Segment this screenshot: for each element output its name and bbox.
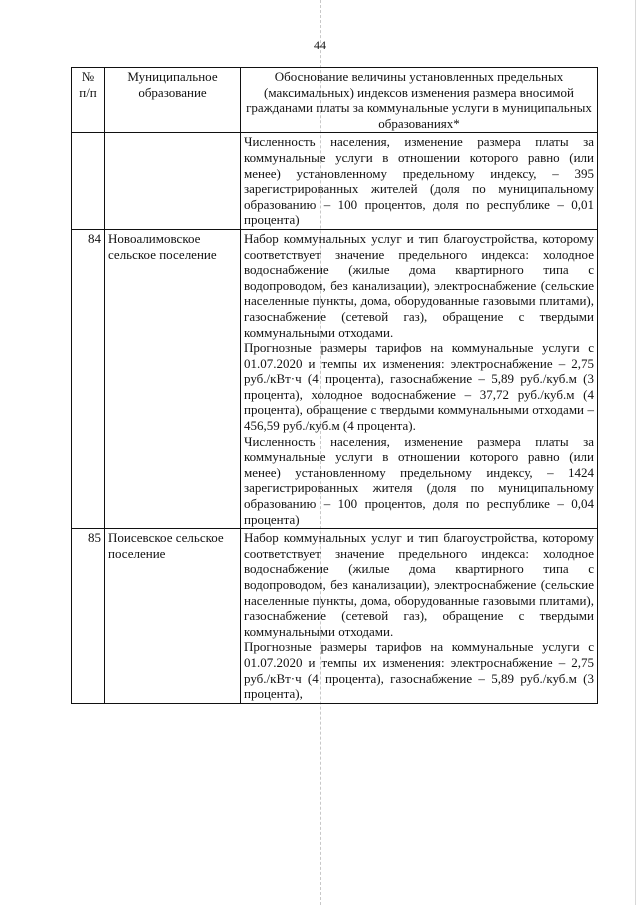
header-justification: Обоснование величины установленных предельных (максимальных) индексов изменения размера вносимой гражданами платы за коммунальные услуги в муниципальных образованиях* xyxy=(241,68,598,133)
justification-paragraph: Набор коммунальных услуг и тип благоустройства, которому соответствует значение предельного индекса: холодное водоснабжение (жилые дома квартирного типа с водопроводом, без канализации), электроснабжение (сельские населенные пункты, дома, оборудованные газовыми плитами), газоснабжение (сетевой газ), обращение с твердыми коммунальными отходами. xyxy=(244,530,594,639)
justification-paragraph: Прогнозные размеры тарифов на коммунальные услуги с 01.07.2020 и темпы их изменения: электроснабжение – 2,75 руб./кВт·ч (4 процента), газоснабжение – 5,89 руб./куб.м (3 процента), xyxy=(244,639,594,702)
row-number xyxy=(72,133,105,230)
justification-paragraph: Численность населения, изменение размера платы за коммунальные услуги в отношении которого равно (или менее) установленному предельному индексу, – 1424 зарегистрированных жителя (доля по муниципальному образованию – 100 процентов, доля по республике – 0,04 процента) xyxy=(244,433,594,527)
scan-edge-line xyxy=(635,0,636,905)
table-row xyxy=(72,529,598,704)
justification-paragraph: Численность населения, изменение размера платы за коммунальные услуги в отношении которого равно (или менее) установленному предельному индексу, – 395 зарегистрированных жителей (доля по муниципальному образованию – 100 процентов, доля по республике – 0,01 процента) xyxy=(244,134,594,228)
row-number: 84 xyxy=(72,229,105,528)
justification-paragraph: Набор коммунальных услуг и тип благоустройства, которому соответствует значение предельного индекса: холодное водоснабжение (жилые дома квартирного типа с водопроводом, без канализации), электроснабжение (сельские населенные пункты, дома, оборудованные газовыми плитами), газоснабжение (сетевой газ), обращение с твердыми коммунальными отходами. xyxy=(244,230,594,340)
justification-paragraph: Прогнозные размеры тарифов на коммунальные услуги с 01.07.2020 и темпы их изменения: электроснабжение – 2,75 руб./кВт·ч (4 процента), газоснабжение – 5,89 руб./куб.м (3 процента), холодное водоснабжение – 37,72 руб./куб.м (4 процента), обращение с твердыми коммунальными отходами – 456,59 руб./куб.м (4 процента). xyxy=(244,340,594,434)
tariff-justification-table xyxy=(71,67,598,704)
row-municipality: Поисевское сельское поселение xyxy=(105,529,241,704)
table-row xyxy=(72,229,598,528)
row-justification xyxy=(241,229,598,528)
row-justification xyxy=(241,133,598,230)
row-municipality xyxy=(105,133,241,230)
header-municipality: Муниципальное образование xyxy=(105,68,241,133)
table-header-row xyxy=(72,68,598,133)
table-row xyxy=(72,133,598,230)
row-justification xyxy=(241,529,598,704)
header-number: № п/п xyxy=(72,68,105,133)
row-number: 85 xyxy=(72,529,105,704)
page-number: 44 xyxy=(314,38,326,52)
row-municipality: Новоалимовское сельское поселение xyxy=(105,229,241,528)
